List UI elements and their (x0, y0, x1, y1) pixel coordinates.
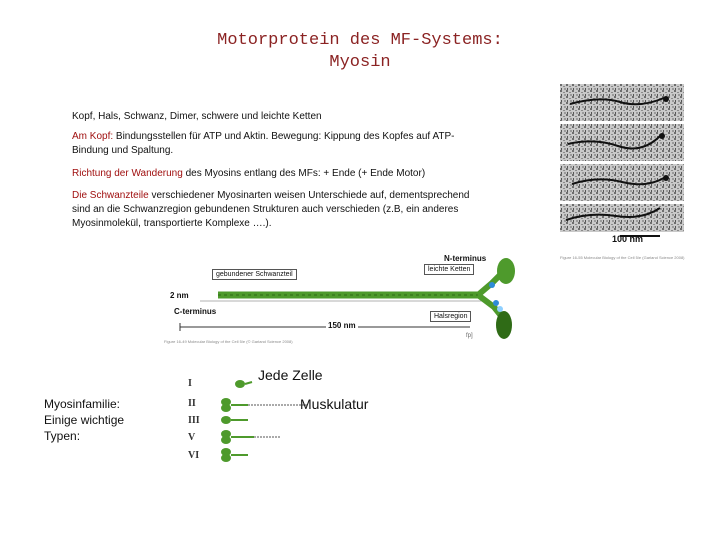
diagram-caption: Figure 16-49 Molecular Biology of the Cell 5/e (© Garland Science 2008) (164, 339, 293, 344)
tail-label: gebundener Schwanzteil (212, 269, 297, 280)
head-text: Bindungsstellen für ATP und Aktin. Bewegung: Kippung des Kopfes auf ATP-Bindung und Spaltung. (72, 131, 455, 156)
c-terminus-label: C-terminus (174, 307, 217, 316)
tails-highlight: Die Schwanzteile (72, 190, 149, 201)
head-highlight: Am Kopf: (72, 131, 114, 142)
myosin-types-shapes (218, 374, 318, 464)
neck-label: Halsregion (430, 311, 471, 322)
paragraph-direction (72, 167, 472, 181)
title-line-1: Motorprotein des MF-Systems: (217, 31, 503, 50)
n-terminus-label: N-terminus (444, 254, 487, 263)
paragraph-parts: Kopf, Hals, Schwanz, Dimer, schwere und leichte Ketten (72, 111, 322, 122)
every-cell-label: Jede Zelle (258, 367, 323, 383)
direction-highlight: Richtung der Wanderung (72, 168, 183, 179)
micrograph-image (560, 84, 684, 242)
type-label-v: V (188, 432, 196, 443)
muscle-label: Muskulatur (300, 396, 369, 412)
title-line-2: Myosin (329, 53, 391, 72)
type-label-ii: II (188, 398, 196, 409)
two-nm-label: 2 nm (170, 291, 189, 300)
direction-text: des Myosins entlang des MFs: + Ende (+ Ende Motor) (182, 168, 426, 179)
electron-micrograph (560, 84, 684, 242)
paragraph-head (72, 130, 472, 158)
myosin-types-drawing (218, 374, 318, 464)
myosin-diagram (160, 255, 520, 355)
paragraph-tails (72, 189, 472, 231)
length-label: 150 nm (328, 321, 356, 330)
family-label-line-3: Typen: (44, 429, 81, 443)
family-label (44, 396, 124, 444)
family-label-line-2: Einige wichtige (44, 413, 125, 427)
family-label-line-1: Myosinfamilie: (44, 397, 121, 411)
type-label-vi: VI (188, 450, 200, 461)
micrograph-caption: Figure 16-55 Molecular Biology of the Cell 5/e (Garland Science 2008) (560, 255, 685, 260)
scale-label: 100 nm (612, 234, 644, 244)
tails-text: verschiedener Myosinarten weisen Unterschiede auf, dementsprechend sind an die Schwanzregion gebundenen Strukturen auch verschieden (z.B, ein anderes Myosinmolekül, transportierte Komplexe ….). (72, 190, 470, 229)
light-chains-label: leichte Ketten (424, 264, 474, 275)
corner-mark: fp] (466, 333, 473, 339)
type-label-i: I (188, 378, 192, 389)
page-title (150, 30, 570, 74)
type-label-iii: III (188, 415, 200, 426)
